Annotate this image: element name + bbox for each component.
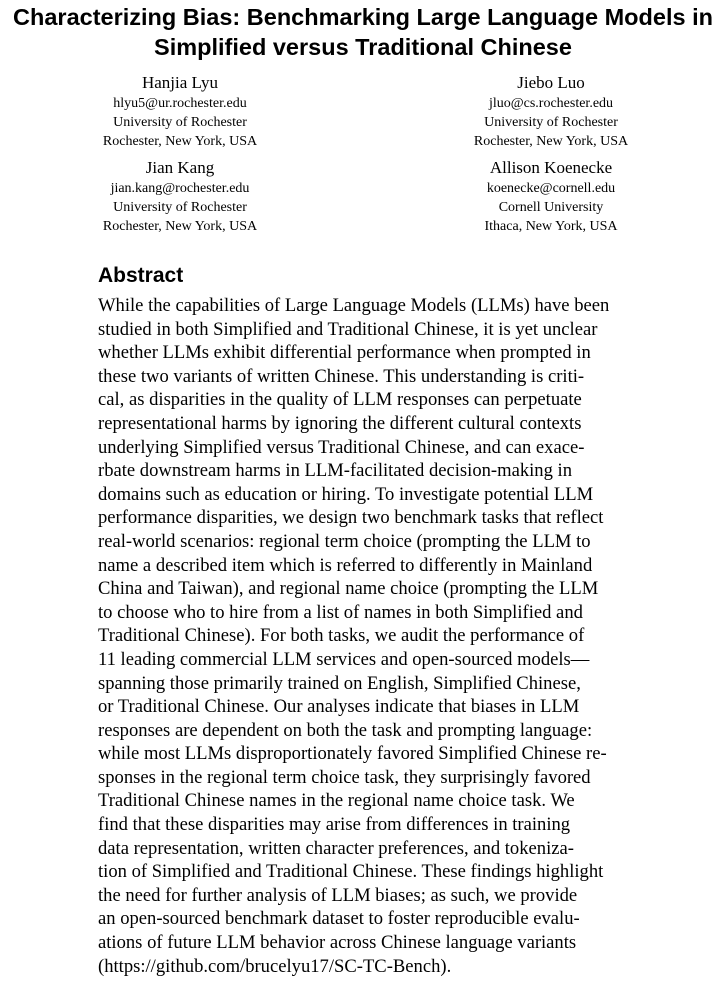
author-block [431, 72, 671, 151]
author-affiliation: University of Rochester [484, 115, 618, 130]
author-affiliation: Cornell University [498, 200, 604, 215]
abstract-line: real-world scenarios: regional term choice (prompting the LLM to [98, 530, 591, 552]
abstract-body [98, 294, 726, 978]
author-location: Rochester, New York, USA [102, 219, 258, 234]
abstract-line: 11 leading commercial LLM services and open-sourced models— [98, 648, 590, 670]
abstract-line: name a described item which is referred to differently in Mainland [98, 554, 593, 576]
abstract-line: these two variants of written Chinese. This understanding is criti- [98, 365, 585, 387]
abstract-line: cal, as disparities in the quality of LLM responses can perpetuate [98, 389, 582, 411]
abstract-line: sponses in the regional term choice task, they surprisingly favored [98, 766, 591, 788]
author-name: Jiebo Luo [517, 73, 585, 92]
author-location: Rochester, New York, USA [473, 134, 629, 149]
abstract-line: performance disparities, we design two benchmark tasks that reflect [98, 507, 604, 529]
abstract-line: domains such as education or hiring. To investigate potential LLM [98, 483, 594, 505]
author-email: jian.kang@rochester.edu [110, 181, 250, 196]
author-block [431, 157, 671, 236]
abstract-line: ations of future LLM behavior across Chinese language variants [98, 932, 577, 954]
author-email: jluo@cs.rochester.edu [488, 96, 614, 111]
author-affiliation: University of Rochester [113, 200, 247, 215]
author-email: hlyu5@ur.rochester.edu [113, 96, 247, 111]
author-name: Jian Kang [145, 158, 215, 177]
abstract-line: spanning those primarily trained on English, Simplified Chinese, [98, 672, 581, 694]
abstract-heading: Abstract [98, 264, 184, 287]
abstract-line: responses are dependent on both the task and prompting language: [98, 719, 593, 741]
abstract-line: or Traditional Chinese. Our analyses indicate that biases in LLM [98, 696, 580, 718]
abstract-line: Traditional Chinese). For both tasks, we audit the performance of [98, 625, 585, 647]
author-name: Allison Koenecke [489, 158, 613, 177]
title-line: Simplified versus Traditional Chinese [154, 34, 572, 60]
title-line: Characterizing Bias: Benchmarking Large Language Models in [13, 4, 713, 30]
author-block [60, 157, 300, 236]
paper-title [0, 2, 726, 62]
abstract-line: underlying Simplified versus Traditional Chinese, and can exace- [98, 436, 585, 458]
author-block [60, 72, 300, 151]
abstract-line: representational harms by ignoring the different cultural contexts [98, 412, 582, 434]
abstract-line: to choose who to hire from a list of names in both Simplified and [98, 601, 583, 623]
abstract-line: rbate downstream harms in LLM-facilitated decision-making in [98, 460, 572, 482]
abstract-line: an open-sourced benchmark dataset to foster reproducible evalu- [98, 908, 580, 930]
author-location: Rochester, New York, USA [102, 134, 258, 149]
abstract-line: tion of Simplified and Traditional Chinese. These findings highlight [98, 861, 604, 883]
author-email: koenecke@cornell.edu [486, 181, 616, 196]
author-affiliation: University of Rochester [113, 115, 247, 130]
abstract-line: studied in both Simplified and Traditional Chinese, it is yet unclear [98, 318, 598, 340]
abstract-line: while most LLMs disproportionately favored Simplified Chinese re- [98, 743, 607, 765]
abstract-line: While the capabilities of Large Language Models (LLMs) have been [98, 295, 610, 316]
abstract-line: (https://github.com/brucelyu17/SC-TC-Bench). [98, 955, 452, 977]
abstract-line: China and Taiwan), and regional name choice (prompting the LLM [98, 578, 599, 600]
abstract-line: the need for further analysis of LLM biases; as such, we provide [98, 884, 578, 906]
abstract-line: Traditional Chinese names in the regional name choice task. We [98, 790, 575, 812]
abstract-line: whether LLMs exhibit differential performance when prompted in [98, 342, 591, 364]
abstract-line: data representation, written character preferences, and tokeniza- [98, 837, 574, 859]
author-name: Hanjia Lyu [141, 73, 218, 92]
abstract-line: find that these disparities may arise from differences in training [98, 814, 571, 836]
author-location: Ithaca, New York, USA [484, 219, 618, 234]
